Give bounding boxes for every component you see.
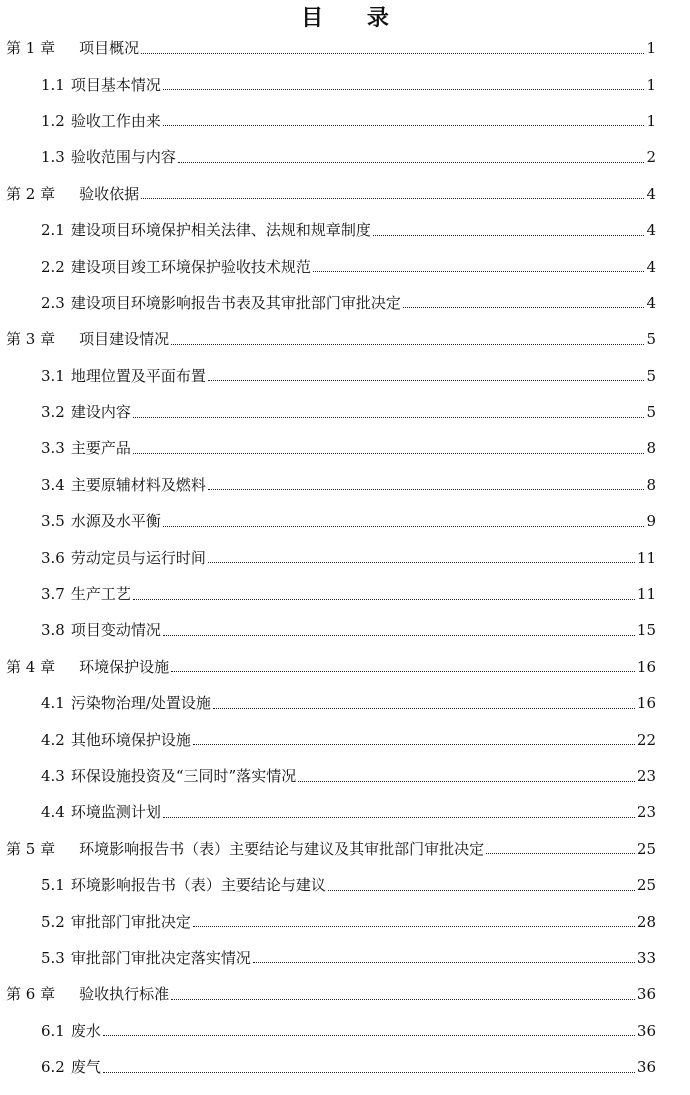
toc-chapter-entry[interactable] xyxy=(0,30,690,66)
toc-entry-number: 1.1 xyxy=(41,75,65,94)
toc-entry-title: 环保设施投资及“三同时”落实情况 xyxy=(70,767,297,785)
toc-entry-number: 5.1 xyxy=(41,876,65,895)
toc-entry-title: 审批部门审批决定 xyxy=(70,912,191,931)
toc-entry-label xyxy=(41,75,161,95)
dot-leader xyxy=(133,599,635,600)
toc-section-entry[interactable] xyxy=(0,867,690,903)
toc-entry-number: 4.3 xyxy=(41,767,65,785)
toc-section-entry[interactable] xyxy=(0,212,690,248)
toc-section-entry[interactable] xyxy=(0,358,690,394)
toc-entry-number: 1.3 xyxy=(41,148,65,167)
toc-entry-label xyxy=(6,984,169,1004)
toc-section-entry[interactable] xyxy=(0,612,690,648)
toc-page-number: 4 xyxy=(646,257,656,276)
dot-leader xyxy=(171,344,644,345)
toc-entry-number: 第 2 章 xyxy=(6,184,56,203)
toc-section-entry[interactable] xyxy=(0,721,690,757)
toc-section-entry[interactable] xyxy=(0,430,690,466)
toc-entry-label xyxy=(6,657,169,677)
dot-leader xyxy=(103,1072,635,1073)
toc-page-number: 16 xyxy=(636,694,656,713)
toc-entry-title: 审批部门审批决定落实情况 xyxy=(70,948,251,967)
toc-entry-label xyxy=(41,1021,101,1041)
dot-leader xyxy=(163,635,635,636)
toc-entry-title: 验收范围与内容 xyxy=(70,148,176,167)
toc-entry-number: 第 5 章 xyxy=(6,839,56,858)
toc-entry-label xyxy=(41,147,176,167)
toc-entry-number: 3.4 xyxy=(41,475,65,494)
toc-entry-title: 废水 xyxy=(70,1021,101,1040)
toc-entry-number: 4.4 xyxy=(41,803,65,822)
toc-page-number: 11 xyxy=(636,548,656,567)
toc-entry-title: 项目概况 xyxy=(79,39,140,58)
toc-section-entry[interactable] xyxy=(0,940,690,976)
toc-entry-label xyxy=(41,402,131,422)
toc-entry-title: 环境保护设施 xyxy=(79,657,170,676)
toc-section-entry[interactable] xyxy=(0,139,690,175)
toc-section-entry[interactable] xyxy=(0,576,690,612)
toc-entry-title: 项目建设情况 xyxy=(79,330,170,349)
dot-leader xyxy=(193,926,635,927)
dot-leader xyxy=(253,962,635,963)
table-of-contents xyxy=(0,30,690,1085)
dot-leader xyxy=(193,744,635,745)
toc-page-number: 1 xyxy=(646,111,656,130)
dot-leader xyxy=(163,526,645,527)
toc-entry-title: 水源及水平衡 xyxy=(70,512,161,531)
toc-entry-number: 6.1 xyxy=(41,1021,65,1040)
toc-page-number: 1 xyxy=(646,39,656,58)
toc-entry-title: 其他环境保护设施 xyxy=(70,730,191,749)
toc-section-entry[interactable] xyxy=(0,66,690,102)
toc-entry-label xyxy=(41,366,206,386)
dot-leader xyxy=(403,307,645,308)
toc-page-number: 1 xyxy=(646,75,656,94)
dot-leader xyxy=(208,380,645,381)
toc-entry-label xyxy=(41,257,311,277)
toc-entry-label xyxy=(41,766,296,786)
toc-section-entry[interactable] xyxy=(0,758,690,794)
toc-entry-label xyxy=(41,912,191,932)
dot-leader xyxy=(213,708,635,709)
toc-entry-label xyxy=(41,620,161,640)
dot-leader xyxy=(103,1035,635,1036)
toc-entry-title: 环境影响报告书（表）主要结论与建议及其审批部门审批决定 xyxy=(79,839,485,858)
toc-section-entry[interactable] xyxy=(0,903,690,939)
dot-leader xyxy=(208,489,645,490)
toc-section-entry[interactable] xyxy=(0,285,690,321)
toc-entry-number: 第 6 章 xyxy=(6,985,56,1004)
toc-section-entry[interactable] xyxy=(0,503,690,539)
dot-leader xyxy=(178,162,645,163)
toc-entry-label xyxy=(6,38,139,58)
toc-page-number: 16 xyxy=(636,657,656,676)
toc-entry-title: 项目变动情况 xyxy=(70,621,161,640)
toc-entry-number: 3.6 xyxy=(41,548,65,567)
toc-page-number: 5 xyxy=(646,403,656,422)
toc-entry-title: 主要产品 xyxy=(70,439,131,458)
toc-section-entry[interactable] xyxy=(0,685,690,721)
toc-chapter-entry[interactable] xyxy=(0,176,690,212)
toc-entry-title: 验收工作由来 xyxy=(70,111,161,130)
toc-page-number: 9 xyxy=(646,512,656,531)
toc-chapter-entry[interactable] xyxy=(0,321,690,357)
toc-section-entry[interactable] xyxy=(0,103,690,139)
dot-leader xyxy=(133,417,645,418)
toc-page-number: 22 xyxy=(636,730,656,749)
dot-leader xyxy=(208,562,635,563)
toc-page-number: 23 xyxy=(636,767,656,785)
dot-leader xyxy=(328,890,635,891)
toc-entry-label xyxy=(6,329,169,349)
toc-page-number: 2 xyxy=(646,148,656,167)
toc-entry-title: 污染物治理/处置设施 xyxy=(70,694,211,713)
toc-entry-label xyxy=(41,511,161,531)
toc-chapter-entry[interactable] xyxy=(0,649,690,685)
dot-leader xyxy=(171,999,635,1000)
toc-section-entry[interactable] xyxy=(0,1049,690,1085)
toc-section-entry[interactable] xyxy=(0,1013,690,1049)
toc-entry-label xyxy=(41,693,211,713)
dot-leader xyxy=(313,271,645,272)
dot-leader xyxy=(163,89,645,90)
toc-entry-number: 第 3 章 xyxy=(6,330,56,349)
toc-entry-number: 3.2 xyxy=(41,403,65,422)
toc-entry-number: 5.2 xyxy=(41,912,65,931)
toc-entry-label xyxy=(41,948,251,968)
toc-page-number: 36 xyxy=(636,1058,656,1077)
toc-page-number: 33 xyxy=(636,948,656,967)
toc-entry-title: 验收执行标准 xyxy=(79,985,170,1004)
page-title: 目 录 xyxy=(301,5,407,31)
toc-entry-title: 主要原辅材料及燃料 xyxy=(70,475,206,494)
dot-leader xyxy=(373,235,645,236)
toc-chapter-entry[interactable] xyxy=(0,831,690,867)
toc-entry-label xyxy=(41,438,131,458)
toc-page-number: 23 xyxy=(636,803,656,822)
toc-entry-label xyxy=(6,184,139,204)
toc-entry-label xyxy=(41,293,401,313)
toc-entry-title: 劳动定员与运行时间 xyxy=(70,548,206,567)
toc-page-number: 36 xyxy=(636,1021,656,1040)
toc-entry-title: 环境监测计划 xyxy=(70,803,161,822)
toc-page-number: 4 xyxy=(646,293,656,312)
toc-entry-label xyxy=(41,475,206,495)
toc-entry-title: 生产工艺 xyxy=(70,585,131,604)
toc-entry-number: 2.3 xyxy=(41,293,65,312)
toc-entry-number: 6.2 xyxy=(41,1058,65,1077)
toc-entry-number: 5.3 xyxy=(41,948,65,967)
dot-leader xyxy=(133,453,645,454)
toc-page-number: 36 xyxy=(636,985,656,1004)
toc-entry-title: 建设项目环境影响报告书表及其审批部门审批决定 xyxy=(70,293,401,312)
toc-entry-number: 3.3 xyxy=(41,439,65,458)
toc-entry-label xyxy=(41,802,161,822)
toc-section-entry[interactable] xyxy=(0,539,690,575)
toc-page-number: 25 xyxy=(636,839,656,858)
dot-leader xyxy=(163,817,635,818)
toc-entry-label xyxy=(41,875,326,895)
toc-entry-title: 环境影响报告书（表）主要结论与建议 xyxy=(70,876,326,895)
toc-page-number: 8 xyxy=(646,475,656,494)
toc-entry-number: 1.2 xyxy=(41,111,65,130)
toc-page-number: 4 xyxy=(646,221,656,240)
toc-entry-label xyxy=(41,1057,101,1077)
toc-page-number: 15 xyxy=(636,621,656,640)
toc-section-entry[interactable] xyxy=(0,467,690,503)
dot-leader xyxy=(298,781,635,782)
toc-page-number: 8 xyxy=(646,439,656,458)
toc-entry-number: 3.5 xyxy=(41,512,65,531)
dot-leader xyxy=(171,671,635,672)
toc-entry-title: 项目基本情况 xyxy=(70,75,161,94)
toc-page-number: 5 xyxy=(646,330,656,349)
toc-entry-label xyxy=(41,220,371,240)
toc-entry-title: 废气 xyxy=(70,1058,101,1077)
toc-page-number: 11 xyxy=(636,585,656,604)
toc-entry-title: 建设项目环境保护相关法律、法规和规章制度 xyxy=(70,221,371,240)
toc-entry-label xyxy=(6,839,484,859)
toc-entry-label xyxy=(41,584,131,604)
toc-entry-number: 4.1 xyxy=(41,694,65,713)
dot-leader xyxy=(486,853,635,854)
toc-page-number: 5 xyxy=(646,366,656,385)
toc-entry-label xyxy=(41,730,191,750)
toc-entry-title: 地理位置及平面布置 xyxy=(70,366,206,385)
toc-entry-title: 验收依据 xyxy=(79,184,140,203)
dot-leader xyxy=(141,198,644,199)
toc-entry-number: 2.2 xyxy=(41,257,65,276)
toc-entry-number: 第 4 章 xyxy=(6,657,56,676)
toc-page-number: 4 xyxy=(646,184,656,203)
toc-entry-number: 3.7 xyxy=(41,585,65,604)
toc-section-entry[interactable] xyxy=(0,394,690,430)
toc-page-number: 25 xyxy=(636,876,656,895)
toc-entry-label xyxy=(41,111,161,131)
toc-chapter-entry[interactable] xyxy=(0,976,690,1012)
toc-entry-number: 3.8 xyxy=(41,621,65,640)
toc-section-entry[interactable] xyxy=(0,248,690,284)
toc-entry-number: 3.1 xyxy=(41,366,65,385)
toc-entry-number: 4.2 xyxy=(41,730,65,749)
toc-entry-number: 2.1 xyxy=(41,221,65,240)
toc-entry-title: 建设项目竣工环境保护验收技术规范 xyxy=(70,257,311,276)
toc-entry-number: 第 1 章 xyxy=(6,39,56,58)
dot-leader xyxy=(141,53,644,54)
toc-entry-title: 建设内容 xyxy=(70,403,131,422)
toc-section-entry[interactable] xyxy=(0,794,690,830)
dot-leader xyxy=(163,125,645,126)
toc-entry-label xyxy=(41,548,206,568)
toc-page-number: 28 xyxy=(636,912,656,931)
